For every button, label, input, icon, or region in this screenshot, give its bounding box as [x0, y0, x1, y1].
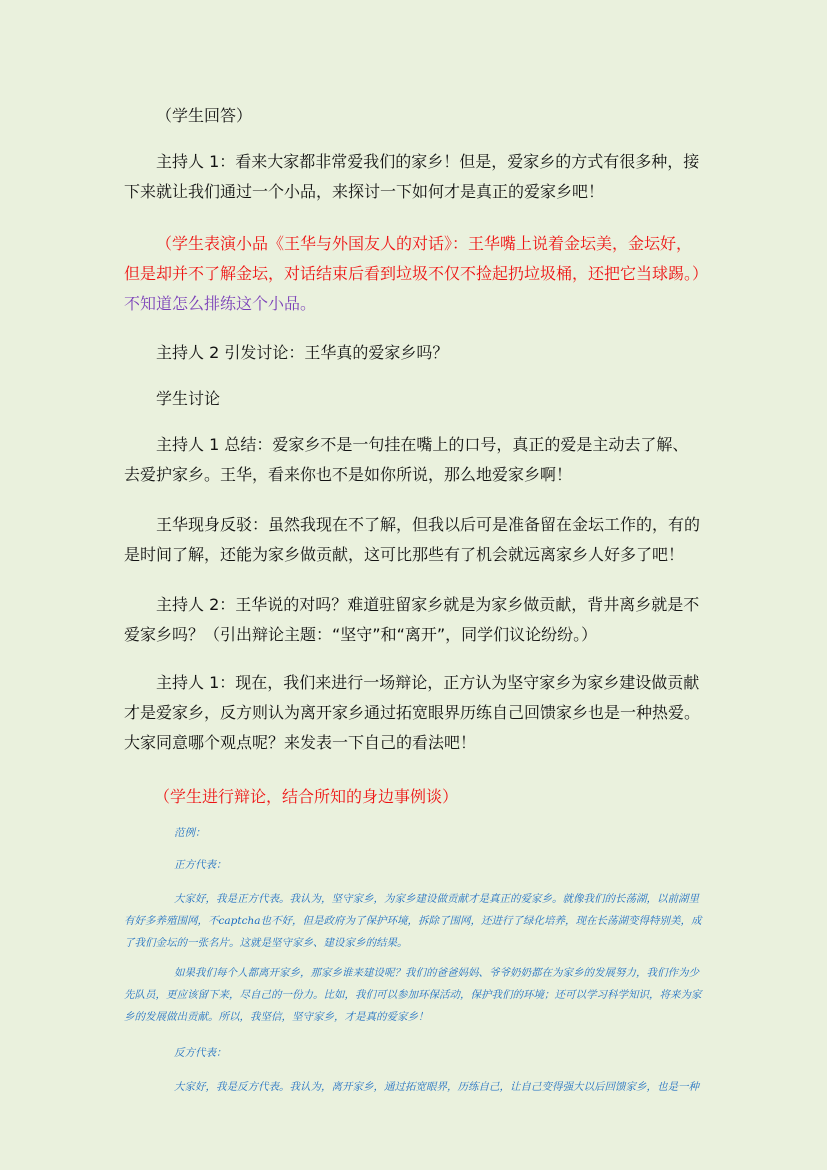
paragraph-host2-question: 主持人 2：王华说的对吗？难道驻留家乡就是为家乡做贡献，背井离乡就是不爱家乡吗？（引出辩论主题：“坚守”和“离开”，同学们议论纷纷。）: [124, 595, 700, 644]
con-paragraph-1: 大家好，我是反方代表。我认为，离开家乡，通过拓宽眼界，历练自己，让自己变得强大以后回馈家乡，也是一种: [174, 1081, 699, 1093]
pro-paragraph-1: 大家好，我是正方代表。我认为，坚守家乡，为家乡建设做贡献才是真正的爱家乡。就像我们的长荡湖，以前湖里有好多养殖围网，不captcha也不好，但是政府为了保护环境，拆除了围网，还进行了绿化培养，现在长荡湖变得特别美，成了我们金坛的一张名片。这就是坚守家乡、建设家乡的结果。: [124, 893, 702, 949]
paragraph-student-discuss: 学生讨论: [156, 389, 221, 408]
paragraph-host1-debate: 主持人 1：现在，我们来进行一场辩论，正方认为坚守家乡为家乡建设做贡献才是爱家乡，反方则认为离开家乡通过拓宽眼界历练自己回馈家乡也是一种热爱。大家同意哪个观点呢？来发表一下自己的看法吧！: [124, 673, 701, 752]
pro-paragraph-2: 如果我们每个人都离开家乡，那家乡谁来建设呢？我们的爸爸妈妈、爷爷奶奶都在为家乡的发展努力，我们作为少先队员，更应该留下来，尽自己的一份力。比如，我们可以参加环保活动，保护我们的环境；还可以学习科学知识，将来为家乡的发展做出贡献。所以，我坚信，坚守家乡，才是真的爱家乡！: [124, 967, 702, 1023]
skit-description: （学生表演小品《王华与外国友人的对话》：王华嘴上说着金坛美，金坛好，但是却并不了解金坛，对话结束后看到垃圾不仅不捡起扔垃圾桶，还把它当球踢。）: [124, 234, 709, 283]
example-block: [124, 822, 704, 1098]
paragraph-host1-intro: 主持人 1：看来大家都非常爱我们的家乡！但是，爱家乡的方式有很多种，接下来就让我们通过一个小品，来探讨一下如何才是真正的爱家乡吧！: [124, 152, 700, 201]
example-title: 范例：: [174, 827, 206, 839]
skit-comment: 不知道怎么排练这个小品。: [124, 294, 317, 313]
paragraph-host1-summary: 主持人 1 总结：爱家乡不是一句挂在嘴上的口号，真正的爱是主动去了解、去爱护家乡。王华，看来你也不是如你所说，那么地爱家乡啊！: [124, 435, 689, 484]
con-label: 反方代表：: [174, 1047, 227, 1059]
paragraph-wanghua-rebut: 王华现身反驳：虽然我现在不了解，但我以后可是准备留在金坛工作的，有的是时间了解，还能为家乡做贡献，这可比那些有了机会就远离家乡人好多了吧！: [124, 515, 701, 564]
paragraph-host2-discuss: 主持人 2 引发讨论：王华真的爱家乡吗？: [156, 343, 449, 362]
paragraph-student-answer: （学生回答）: [156, 106, 253, 125]
paragraph-debate-note: （学生进行辩论，结合所知的身边事例谈）: [154, 787, 459, 806]
pro-label: 正方代表：: [174, 859, 227, 871]
paragraph-skit: [124, 229, 709, 319]
